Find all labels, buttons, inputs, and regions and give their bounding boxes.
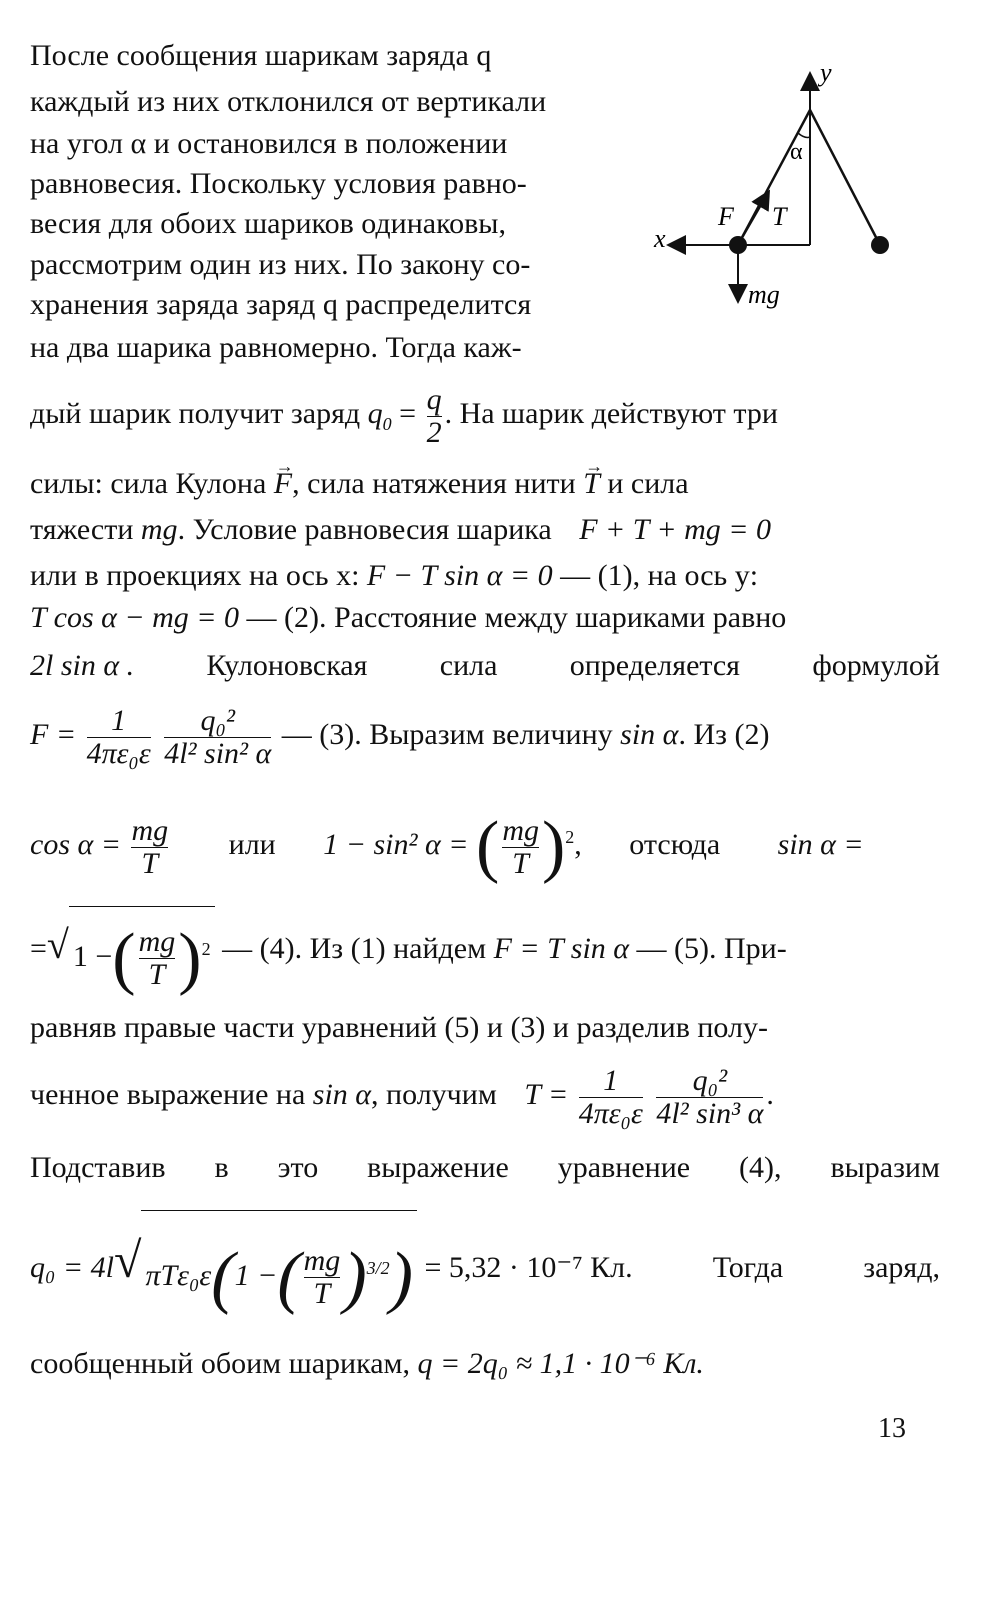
formula-cos: cos α = $\frac{mg}{T}$ или 1 − sin² α = ( $\frac{mg}{T}$ )$^2$, отсюда sin α = bbox=[30, 808, 864, 886]
text-line-1: После сообщения шарикам заряда q bbox=[30, 39, 492, 72]
text-line-2: каждый из них отклонился от вертикали bbox=[30, 85, 547, 118]
label-alpha: α bbox=[790, 139, 803, 165]
text-line-22: сообщенный обоим шарикам, q = 2q₀ ≈ 1,1 · 10⁻⁶ Кл. bbox=[30, 1347, 704, 1380]
q0-symbol: $q_0$ bbox=[367, 397, 392, 434]
label-F: F bbox=[718, 202, 734, 231]
right-ball bbox=[871, 236, 889, 254]
text-line-4: равновесия. Поскольку условия равно- bbox=[30, 167, 527, 200]
force-diagram bbox=[640, 55, 910, 315]
label-T: T bbox=[772, 202, 787, 231]
text-line-10: силы: сила Кулона → F, сила натяжения нити → T и сила bbox=[30, 466, 940, 502]
text-line-18: равняв правые части уравнений (5) и (3) и разделив полу- bbox=[30, 1011, 768, 1044]
text-line-5: весия для обоих шариков одинаковы, bbox=[30, 207, 506, 240]
text-line-12: или в проекциях на ось x: F − T sin α = 0 — (1), на ось y: bbox=[30, 559, 759, 592]
formula-sin-sqrt: =√ 1 −( $\frac{mg}{T}$ )$^2$ — (4). Из (1) найдем F = T sin α — (5). При- bbox=[30, 905, 940, 997]
text-line-9: дый шарик получит заряд $q_0$ = $\frac{q}{2}$ . На шарик действуют три bbox=[30, 382, 778, 449]
text-line-8: на два шарика равномерно. Тогда каж- bbox=[30, 331, 522, 364]
left-ball bbox=[729, 236, 747, 254]
text-line-7: хранения заряда заряд q распределится bbox=[30, 288, 532, 321]
text-line-13: T cos α − mg = 0 — (2). Расстояние между шариками равно bbox=[30, 601, 787, 634]
label-y: y bbox=[820, 58, 832, 87]
text-line-20: Подставив в это выражение уравнение (4), выразим bbox=[30, 1151, 940, 1184]
formula-T: ченное выражение на sin α, получим T = $\frac{1}{\text{4πε₀ε}}$ $\frac{\text{q₀²}}{\text{4l² sin³ α}}$ . bbox=[30, 1063, 774, 1130]
tension-arrow bbox=[738, 193, 768, 245]
formula-coulomb: F = $\frac{1}{\text{4πε₀ε}}$ $\frac{\text{q₀²}}{\text{4l² sin² α}}$ — (3). Выразим величину sin α. Из (2) bbox=[30, 703, 770, 770]
fraction-q-over-2: $\frac{q}{2}$ bbox=[426, 382, 442, 449]
text-line-3: на угол α и остановился в положении bbox=[30, 127, 508, 160]
angle-arc bbox=[798, 133, 810, 138]
page-number: 13 bbox=[878, 1413, 906, 1444]
text-line-14: 2l sin α . Кулоновская сила определяется формулой bbox=[30, 649, 940, 682]
formula-q0: q₀ = 4l√ πTε₀ε(1 −( $\frac{mg}{T}$ )$^{3/2}$) = 5,32 · 10⁻⁷ Кл. Тогда заряд, bbox=[30, 1205, 940, 1331]
text-line-11: тяжести mg. Условие равновесия шарика F + T + mg = 0 bbox=[30, 513, 772, 546]
text-line-6: рассмотрим один из них. По закону со- bbox=[30, 248, 531, 281]
right-thread bbox=[810, 110, 880, 245]
label-mg: mg bbox=[748, 280, 780, 309]
label-x: x bbox=[654, 224, 666, 253]
